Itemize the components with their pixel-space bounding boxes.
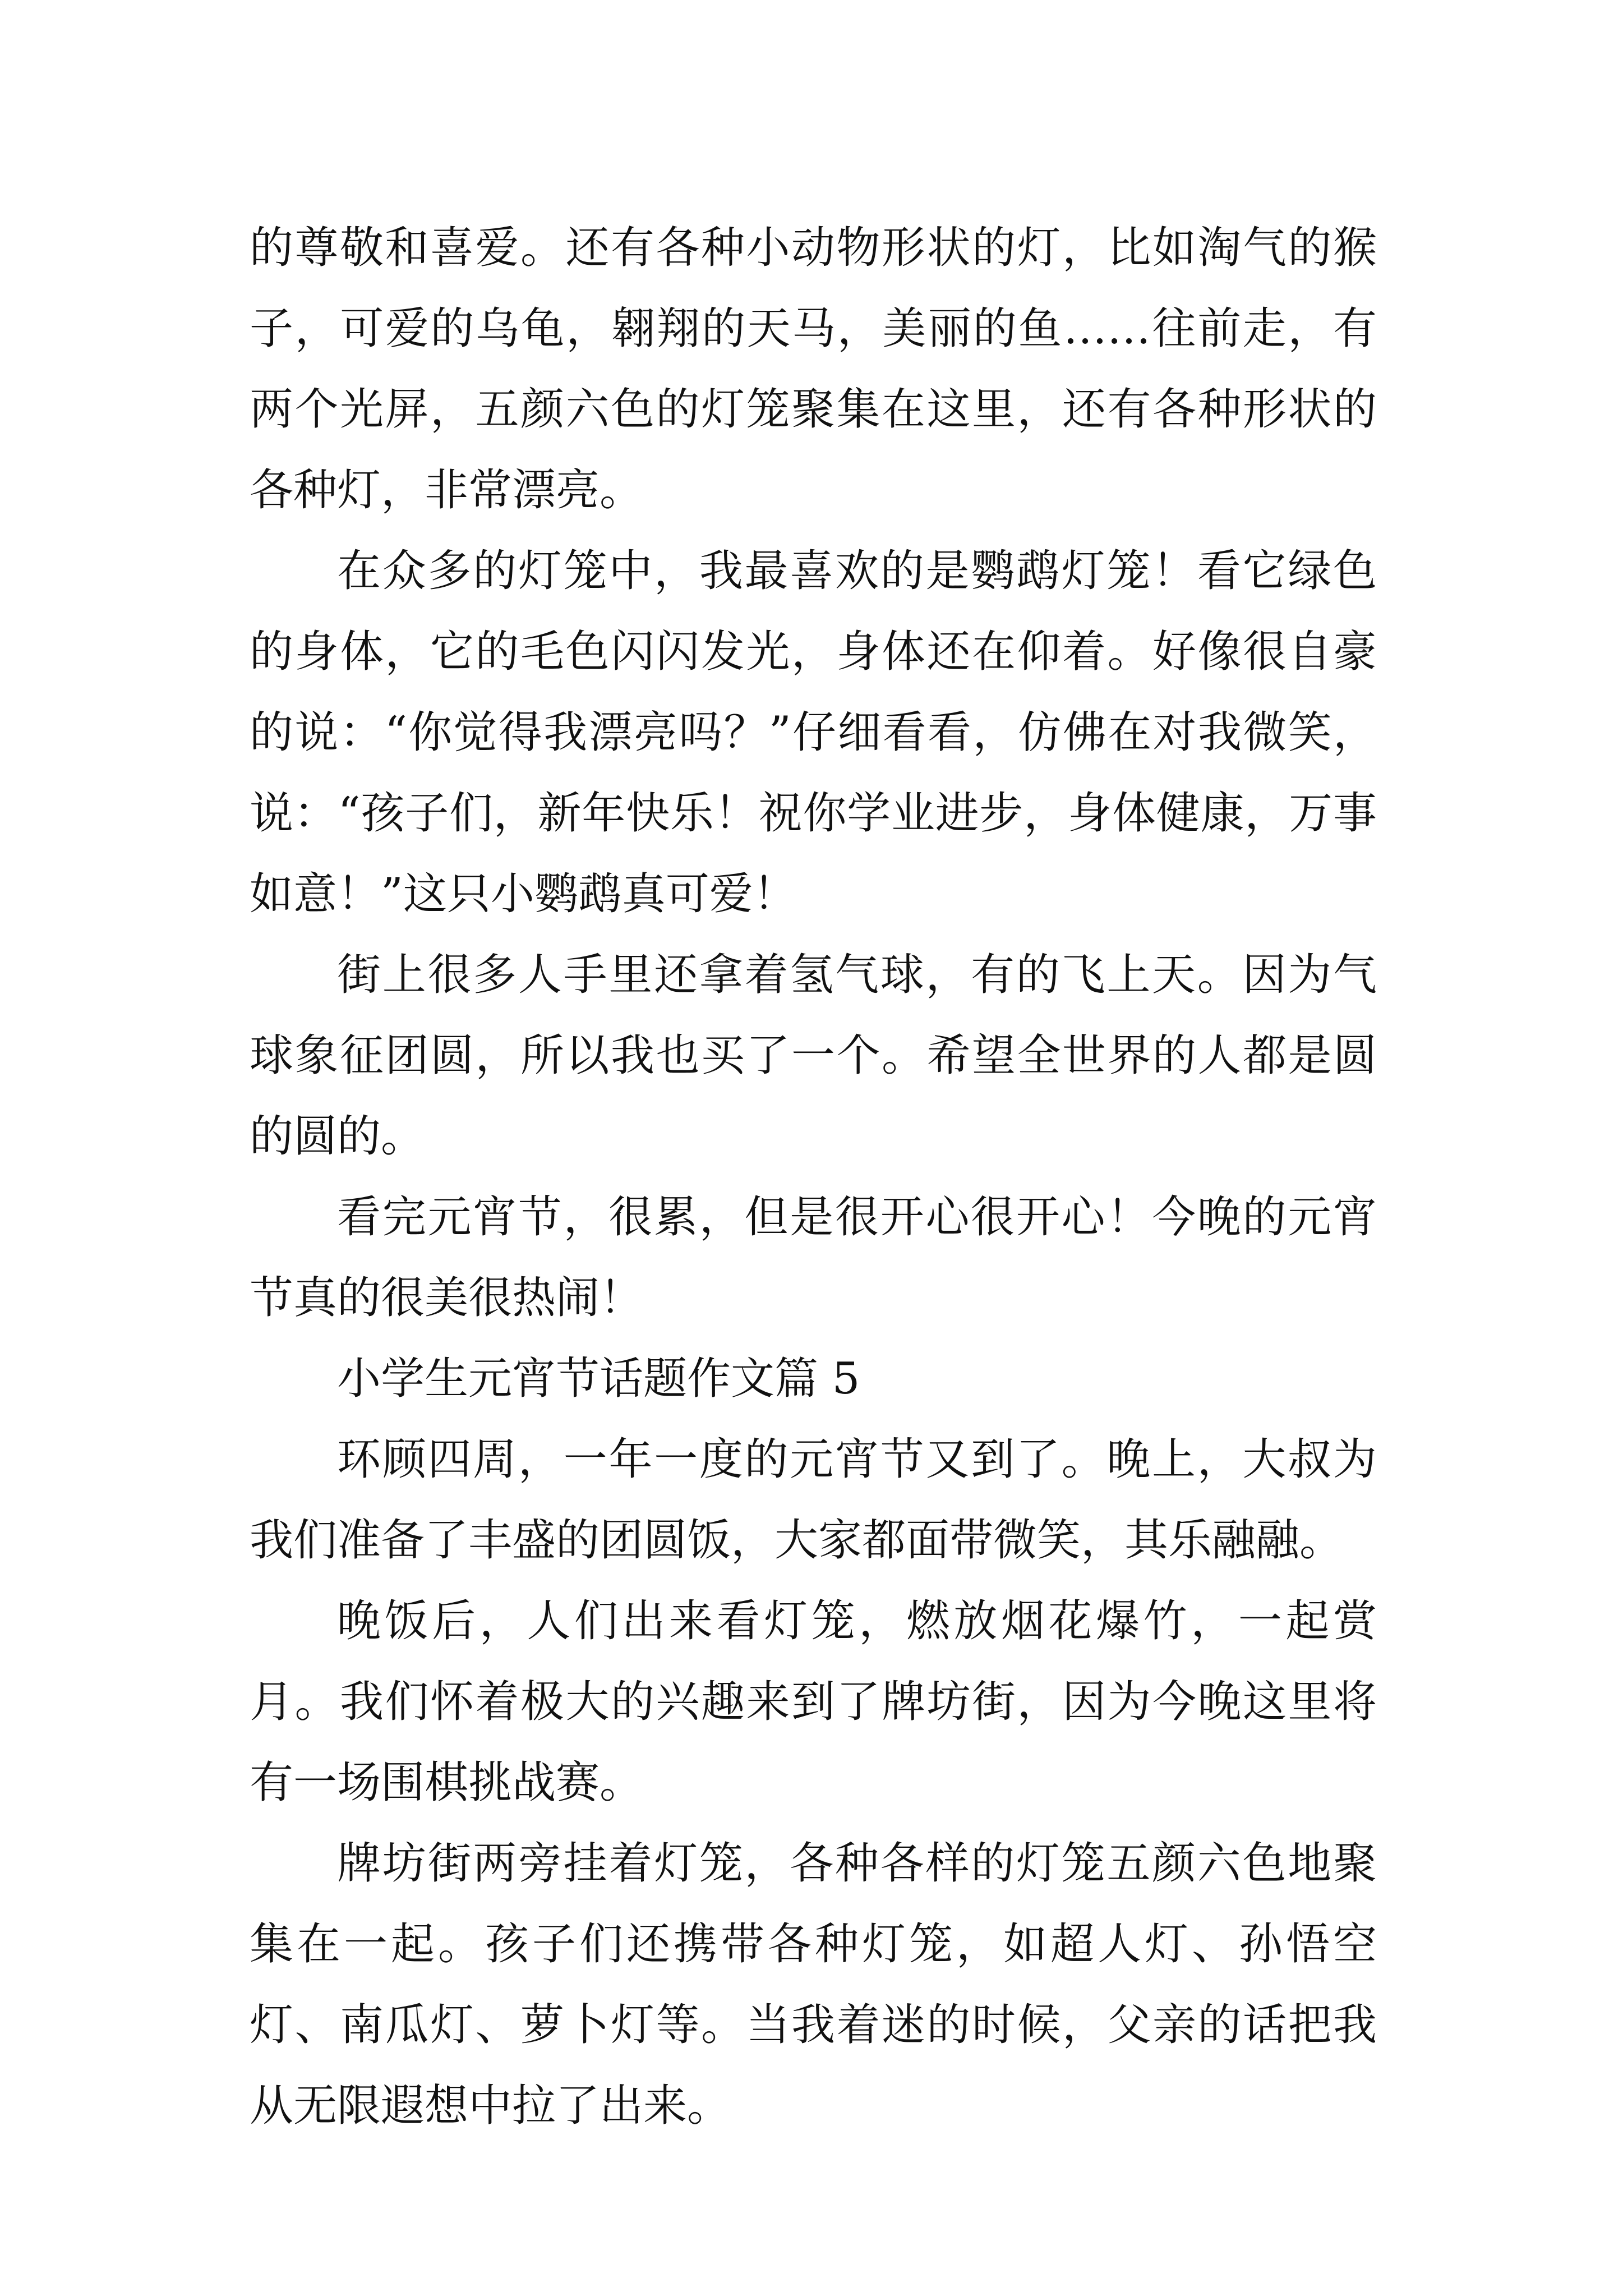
section-paragraph-3: 牌坊街两旁挂着灯笼，各种各样的灯笼五颜六色地聚集在一起。孩子们还携带各种灯笼，如超人灯、孙悟空灯、南瓜灯、萝卜灯等。当我着迷的时候，父亲的话把我从无限遐想中拉了出来。: [250, 1838, 1377, 2131]
paragraph-1: 的尊敬和喜爱。还有各种小动物形状的灯，比如淘气的猴子，可爱的乌龟，翱翔的天马，美丽的鱼……往前走，有两个光屏，五颜六色的灯笼聚集在这里，还有各种形状的各种灯，非常漂亮。: [250, 223, 1377, 516]
section-paragraph-2: 晚饭后，人们出来看灯笼，燃放烟花爆竹，一起赏月。我们怀着极大的兴趣来到了牌坊街，因为今晚这里将有一场围棋挑战赛。: [250, 1596, 1377, 1808]
section-paragraph-1: 环顾四周，一年一度的元宵节又到了。晚上，大叔为我们准备了丰盛的团圆饭，大家都面带微笑，其乐融融。: [250, 1434, 1377, 1566]
paragraph-4: 看完元宵节，很累，但是很开心很开心！今晚的元宵节真的很美很热闹！: [250, 1192, 1377, 1323]
paragraph-3: 街上很多人手里还拿着氢气球，有的飞上天。因为气球象征团圆，所以我也买了一个。希望全世界的人都是圆的圆的。: [250, 950, 1377, 1162]
document-page: [250, 208, 1377, 2146]
section-title: 小学生元宵节话题作文篇 5: [337, 1354, 860, 1404]
paragraph-2: 在众多的灯笼中，我最喜欢的是鹦鹉灯笼！看它绿色的身体，它的毛色闪闪发光，身体还在仰着。好像很自豪的说：“你觉得我漂亮吗？”仔细看看，仿佛在对我微笑，说：“孩子们，新年快乐！祝你学业进步，身体健康，万事如意！”这只小鹦鹉真可爱！: [250, 546, 1377, 919]
